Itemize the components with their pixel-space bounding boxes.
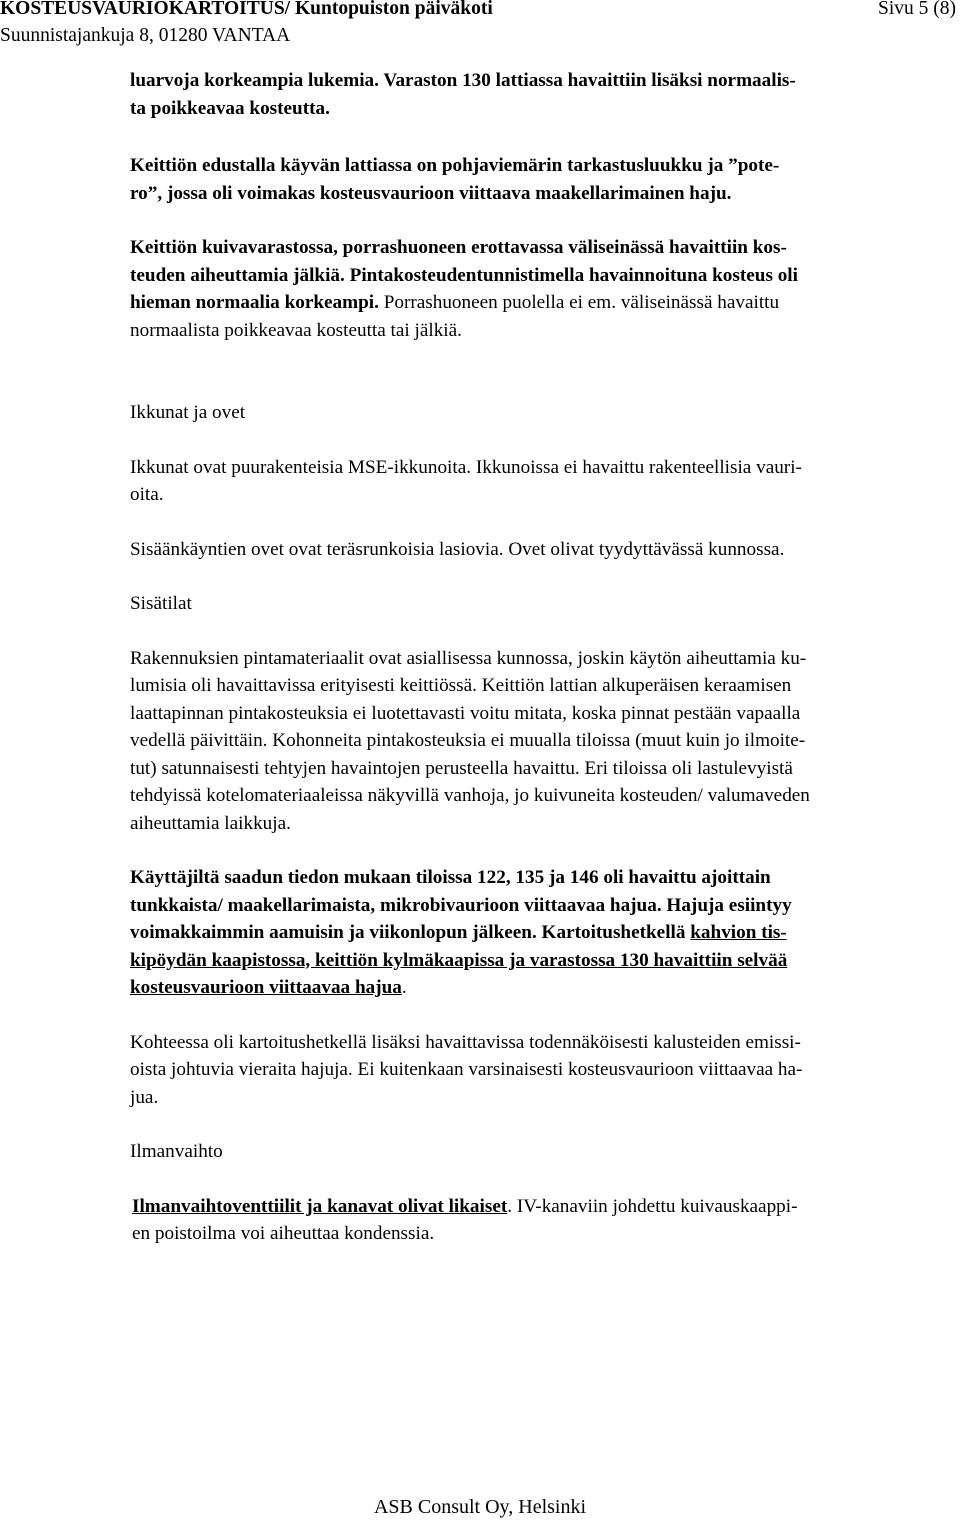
text-line: normaalista poikkeavaa kosteutta tai jälkiä. <box>130 319 462 341</box>
text-line: Kohteessa oli kartoitushetkellä lisäksi havaittavissa todennäköisesti kalusteiden emissi- <box>130 1031 801 1053</box>
text-line: aiheuttamia laikkuja. <box>130 812 291 834</box>
text-line: oista johtuvia vieraita hajuja. Ei kuitenkaan varsinaisesti kosteusvaurioon viittaavaa ha- <box>130 1059 803 1080</box>
page-number: Sivu 5 (8) <box>878 0 956 19</box>
paragraph-odor-reports <box>130 864 960 1002</box>
section-heading-ventilation: Ilmanvaihto <box>130 1141 223 1162</box>
text-line: teuden aiheuttamia jälkiä. Pintakosteudentunnistimella havainnoituna kosteus oli <box>130 264 798 286</box>
text-line: ta poikkeavaa kosteutta. <box>130 97 330 119</box>
text-line: oita. <box>130 484 164 505</box>
paragraph-windows <box>130 454 960 509</box>
section-heading-interior: Sisätilat <box>130 593 192 614</box>
header-address: Suunnistajankuja 8, 01280 VANTAA <box>0 25 291 46</box>
footer-company: ASB Consult Oy, Helsinki <box>373 1496 587 1518</box>
text-line: tehdyissä kotelomateriaaleissa näkyvillä vanhoja, jo kuivuneita kosteuden/ valumaveden <box>130 785 810 806</box>
text-line: Ilmanvaihtoventtiilit ja kanavat olivat likaiset. IV-kanaviin johdettu kuivauskaappi- <box>132 1195 798 1217</box>
text-line: voimakkaimmin aamuisin ja viikonlopun jälkeen. Kartoitushetkellä kahvion tis- <box>130 922 787 943</box>
paragraph-dry-storage <box>130 234 960 344</box>
text-line: laattapinnan pintakosteuksia ei luotettavasti voitu mitata, koska pinnat pestään vapaalla <box>130 702 801 724</box>
header-title: KOSTEUSVAURIOKARTOITUS/ Kuntopuiston päiväkoti <box>0 0 493 19</box>
document-body <box>130 67 960 1248</box>
paragraph-storage-readings <box>130 67 960 122</box>
text-line: jua. <box>130 1086 159 1108</box>
text-line: Ikkunat ovat puurakenteisia MSE-ikkunoita. Ikkunoissa ei havaittu rakenteellisia vauri- <box>130 456 802 478</box>
text-line: Keittiön edustalla käyvän lattiassa on pohjaviemärin tarkastusluukku ja ”pote- <box>130 155 780 176</box>
text-line: Keittiön kuivavarastossa, porrashuoneen erottavassa väliseinässä havaittiin kos- <box>130 237 787 258</box>
paragraph-doors: Sisäänkäyntien ovet ovat teräsrunkoisia lasiovia. Ovet olivat tyydyttävässä kunnossa. <box>130 538 785 560</box>
text-line: luarvoja korkeampia lukemia. Varaston 130 lattiassa havaittiin lisäksi normaalis- <box>130 70 796 91</box>
text-line: kosteusvaurioon viittaavaa hajua. <box>130 977 407 998</box>
text-line: lumisia oli havaittavissa erityisesti keittiössä. Keittiön lattian alkuperäisen keraamisen <box>130 675 792 696</box>
text-line: en poistoilma voi aiheuttaa kondenssia. <box>132 1223 435 1244</box>
text-line: kipöydän kaapistossa, keittiön kylmäkaapissa ja varastossa 130 havaittiin selvää <box>130 949 788 971</box>
text-line: tunkkaista/ maakellarimaista, mikrobivaurioon viittaavaa hajua. Hajuja esiintyy <box>130 894 792 916</box>
text-line: hieman normaalia korkeampi. Porrashuoneen puolella ei em. väliseinässä havaittu <box>130 292 780 313</box>
text-line: ro”, jossa oli voimakas kosteusvaurioon viittaava maakellarimainen haju. <box>130 182 732 204</box>
paragraph-kitchen-hatch <box>130 152 960 207</box>
text-line: Rakennuksien pintamateriaalit ovat asiallisessa kunnossa, joskin käytön aiheuttamia ku- <box>130 647 807 669</box>
text-line: tut) satunnaisesti tehtyjen havaintojen perusteella havaittu. Eri tiloissa oli lastulevyistä <box>130 757 793 779</box>
paragraph-surfaces <box>130 645 960 838</box>
section-heading-windows-doors: Ikkunat ja ovet <box>130 402 246 423</box>
text-line: vedellä päivittäin. Kohonneita pintakosteuksia ei muualla tiloissa (muut kuin jo ilmoite- <box>130 730 806 751</box>
text-line: Käyttäjiltä saadun tiedon mukaan tiloissa 122, 135 ja 146 oli havaittu ajoittain <box>130 867 771 888</box>
paragraph-emissions <box>130 1029 960 1112</box>
paragraph-ventilation <box>132 1193 960 1248</box>
